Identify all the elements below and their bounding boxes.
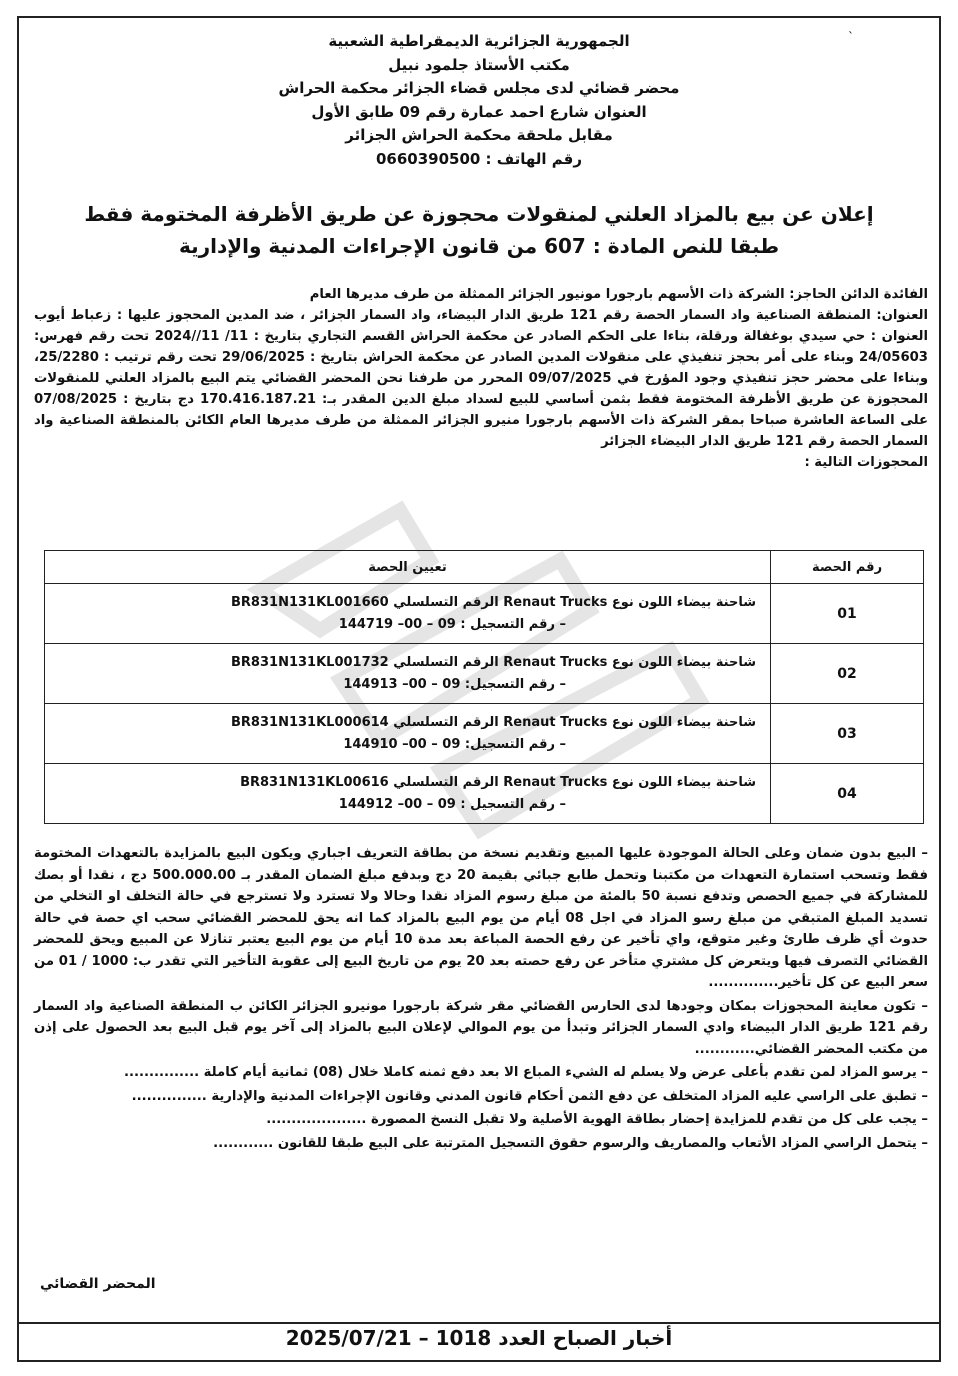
header-line: مقابل ملحقة محكمة الحراش الجزائر — [345, 126, 613, 145]
signature-label: المحضر القضائي — [40, 1276, 156, 1292]
table-row — [45, 704, 924, 764]
header-line: رقم الهاتف : 0660390500 — [375, 149, 583, 168]
sale-conditions — [34, 843, 928, 1156]
lot-description — [45, 764, 771, 824]
details-paragraph: العنوان: المنطقة الصناعية واد السمار الحصة رقم 121 طريق الدار البيضاء، واد السمار الجزائر ، ضد المدين المحجوز عليها : زعباط أيوب العنوان : حي سيدي بوغفالة ورقلة، بناءا على الحكم الصادر عن محكمة الحراش القسم التجاري بتاريخ : 11/ 11//2024 تحت رقم فهرس: 24/05603 وبناء على أمر بحجز تنفيذي على منقولات المدين الصادر عن محكمة الحراش بتاريخ : 29/06/2025 تحت رقم ترتيب : 25/2280، وبناءا على محضر حجز تنفيذي وجود المؤرخ في 09/07/2025 المحرر من طرفنا نحن المحضر القضائي يتم البيع بالمزاد العلني للمنقولات المحجوزة عن طريق الأظرفة المختومة فقط بثمن أساسي للبيع لسداد مبلغ الدين المقدر بـ: 170.416.187.21 دج بتاريخ : 07/08/2025 على الساعة العاشرة صباحا بمقر الشركة ذات الأسهم بارجورا منيرو الجزائر الممثلة من طرف مديرها العام الكائن بالمنطقة الصناعية واد السمار الحصة رقم 121 طريق الدار البيضاء الجزائر — [34, 308, 929, 449]
title-line-2: طبقا للنص المادة : 607 من قانون الإجراءات المدنية والإدارية — [178, 234, 780, 258]
table-row — [45, 644, 924, 704]
lot-registration: – رقم التسجيل : 09 – 00– 144912 — [338, 796, 566, 812]
title-line-1: إعلان عن بيع بالمزاد العلني لمنقولات محجوزة عن طريق الأظرفة المختومة فقط — [84, 202, 874, 226]
lot-registration: – رقم التسجيل: 09 – 00– 144910 — [343, 736, 566, 752]
header-line: العنوان شارع احمد عمارة رقم 09 طابق الأول — [311, 102, 647, 121]
lot-description — [45, 584, 771, 644]
condition-item: – البيع بدون ضمان وعلى الحالة الموجودة عليها المبيع وتقديم نسخة من بطاقة التعريف اجباري ويكون البيع بالمزايدة بالتعهدات المختومة فقط وتسحب استمارة التعهدات من مكتبنا وتحمل طابع جبائي بقيمة 20 دج وبدفع مبلغ الضمان المقدر بـ 500.000.00 دج ، نقدا أو بصك للمشاركة في جميع الحصص وتدفع نسبة 50 بالمئة من مبلغ رسوم المزاد نقدا وحالا ولا تسترد ولا تسترجع في حالة التخلف او التخلي من تسديد المبلغ المتبقي من مبلغ رسو المزاد في اجل 08 أيام من يوم البيع بالمزاد كما انه يحق للمحضر القضائي سحب اي حصة في حالة حدوث أي ظرف طارئ وغير متوقع، واي تأخير عن رفع الحصة المباعة بعد مدة 10 أيام من يوم البيع يعتبر تنازلا عن المبيع ويحق للمحضر القضائي التصرف فيها ويتعرض كل مشتري متأخر عن رفع حصته بعد 20 يوم من تاريخ البيع إلى عقوبة التأخير التي تقدر ب: 1000 / 01 من سعر البيع عن كل تأخير.............. — [34, 846, 929, 990]
lot-number: 03 — [771, 704, 924, 764]
table-header-row — [45, 551, 924, 584]
lot-number: 02 — [771, 644, 924, 704]
creditor-paragraph: الفائدة الدائن الحاجز: الشركة ذات الأسهم بارجورا مونيور الجزائر الممثلة من طرف مديرها العام — [309, 287, 928, 302]
header-line: مكتب الأستاذ جلمود نبيل — [388, 55, 570, 74]
lot-number: 01 — [771, 584, 924, 644]
condition-item: – تطبق على الراسي عليه المزاد المتخلف عن دفع الثمن أحكام قانون المدني وقانون الإجراءات المدنية والإدارية ............... — [131, 1088, 928, 1104]
lot-registration: – رقم التسجيل : 09 – 00– 144719 — [338, 616, 566, 632]
intro-text — [34, 284, 928, 473]
lot-description — [45, 704, 771, 764]
newspaper-footer: أخبار الصباح العدد 1018 – 2025/07/21 — [285, 1326, 673, 1350]
lot-vehicle: شاحنة بيضاء اللون نوع Renaut Trucks الرقم التسلسلي BR831N131KL001732 — [231, 654, 756, 670]
header-block — [200, 30, 758, 172]
lot-vehicle: شاحنة بيضاء اللون نوع Renaut Trucks الرقم التسلسلي BR831N131KL001660 — [231, 594, 756, 610]
announcement-title — [40, 198, 918, 262]
lot-vehicle: شاحنة بيضاء اللون نوع Renaut Trucks الرقم التسلسلي BR831N131KL000614 — [231, 714, 756, 730]
condition-item: – يتحمل الراسي المزاد الأتعاب والمصاريف والرسوم حقوق التسجيل المترتبة على البيع طبقا للقانون ............ — [213, 1135, 928, 1151]
condition-item: – يرسو المزاد لمن تقدم بأعلى عرض ولا يسلم له الشيء المباع الا بعد دفع ثمنه كاملا خلال (08) ثمانية أيام كاملة ............... — [123, 1065, 928, 1080]
seized-items-heading: المحجوزات التالية : — [804, 455, 928, 470]
lot-description — [45, 644, 771, 704]
column-header-lot-number: رقم الحصة — [771, 551, 924, 584]
table-row — [45, 584, 924, 644]
header-line: محضر قضائي لدى مجلس قضاء الجزائر محكمة الحراش — [278, 79, 680, 98]
lot-vehicle: شاحنة بيضاء اللون نوع Renaut Trucks الرقم التسلسلي BR831N131KL00616 — [240, 774, 756, 790]
corner-mark: ˋ — [848, 30, 854, 44]
table-row — [45, 764, 924, 824]
lot-registration: – رقم التسجيل: 09 – 00– 144913 — [343, 676, 566, 692]
header-line: الجمهورية الجزائرية الديمقراطية الشعبية — [328, 32, 630, 50]
condition-item: – تكون معاينة المحجوزات بمكان وجودها لدى الحارس القضائي مقر شركة بارجورا مونيرو الجزائر الكائن ب المنطقة الصناعية واد السمار رقم 121 طريق الدار البيضاء وادي السمار الجزائر وتبدأ من يوم الموالي لإعلان البيع بالمزاد إلى آخر يوم قبل البيع بعد الحصول على إذن من مكتب المحضر القضائي............ — [34, 998, 928, 1057]
lot-number: 04 — [771, 764, 924, 824]
column-header-lot-description: تعيين الحصة — [45, 551, 771, 584]
condition-item: – يجب على كل من تقدم للمزايدة إحضار بطاقة الهوية الأصلية ولا تقبل النسخ المصورة .................... — [266, 1112, 928, 1127]
lots-table — [44, 550, 924, 824]
footer-divider — [17, 1322, 941, 1324]
